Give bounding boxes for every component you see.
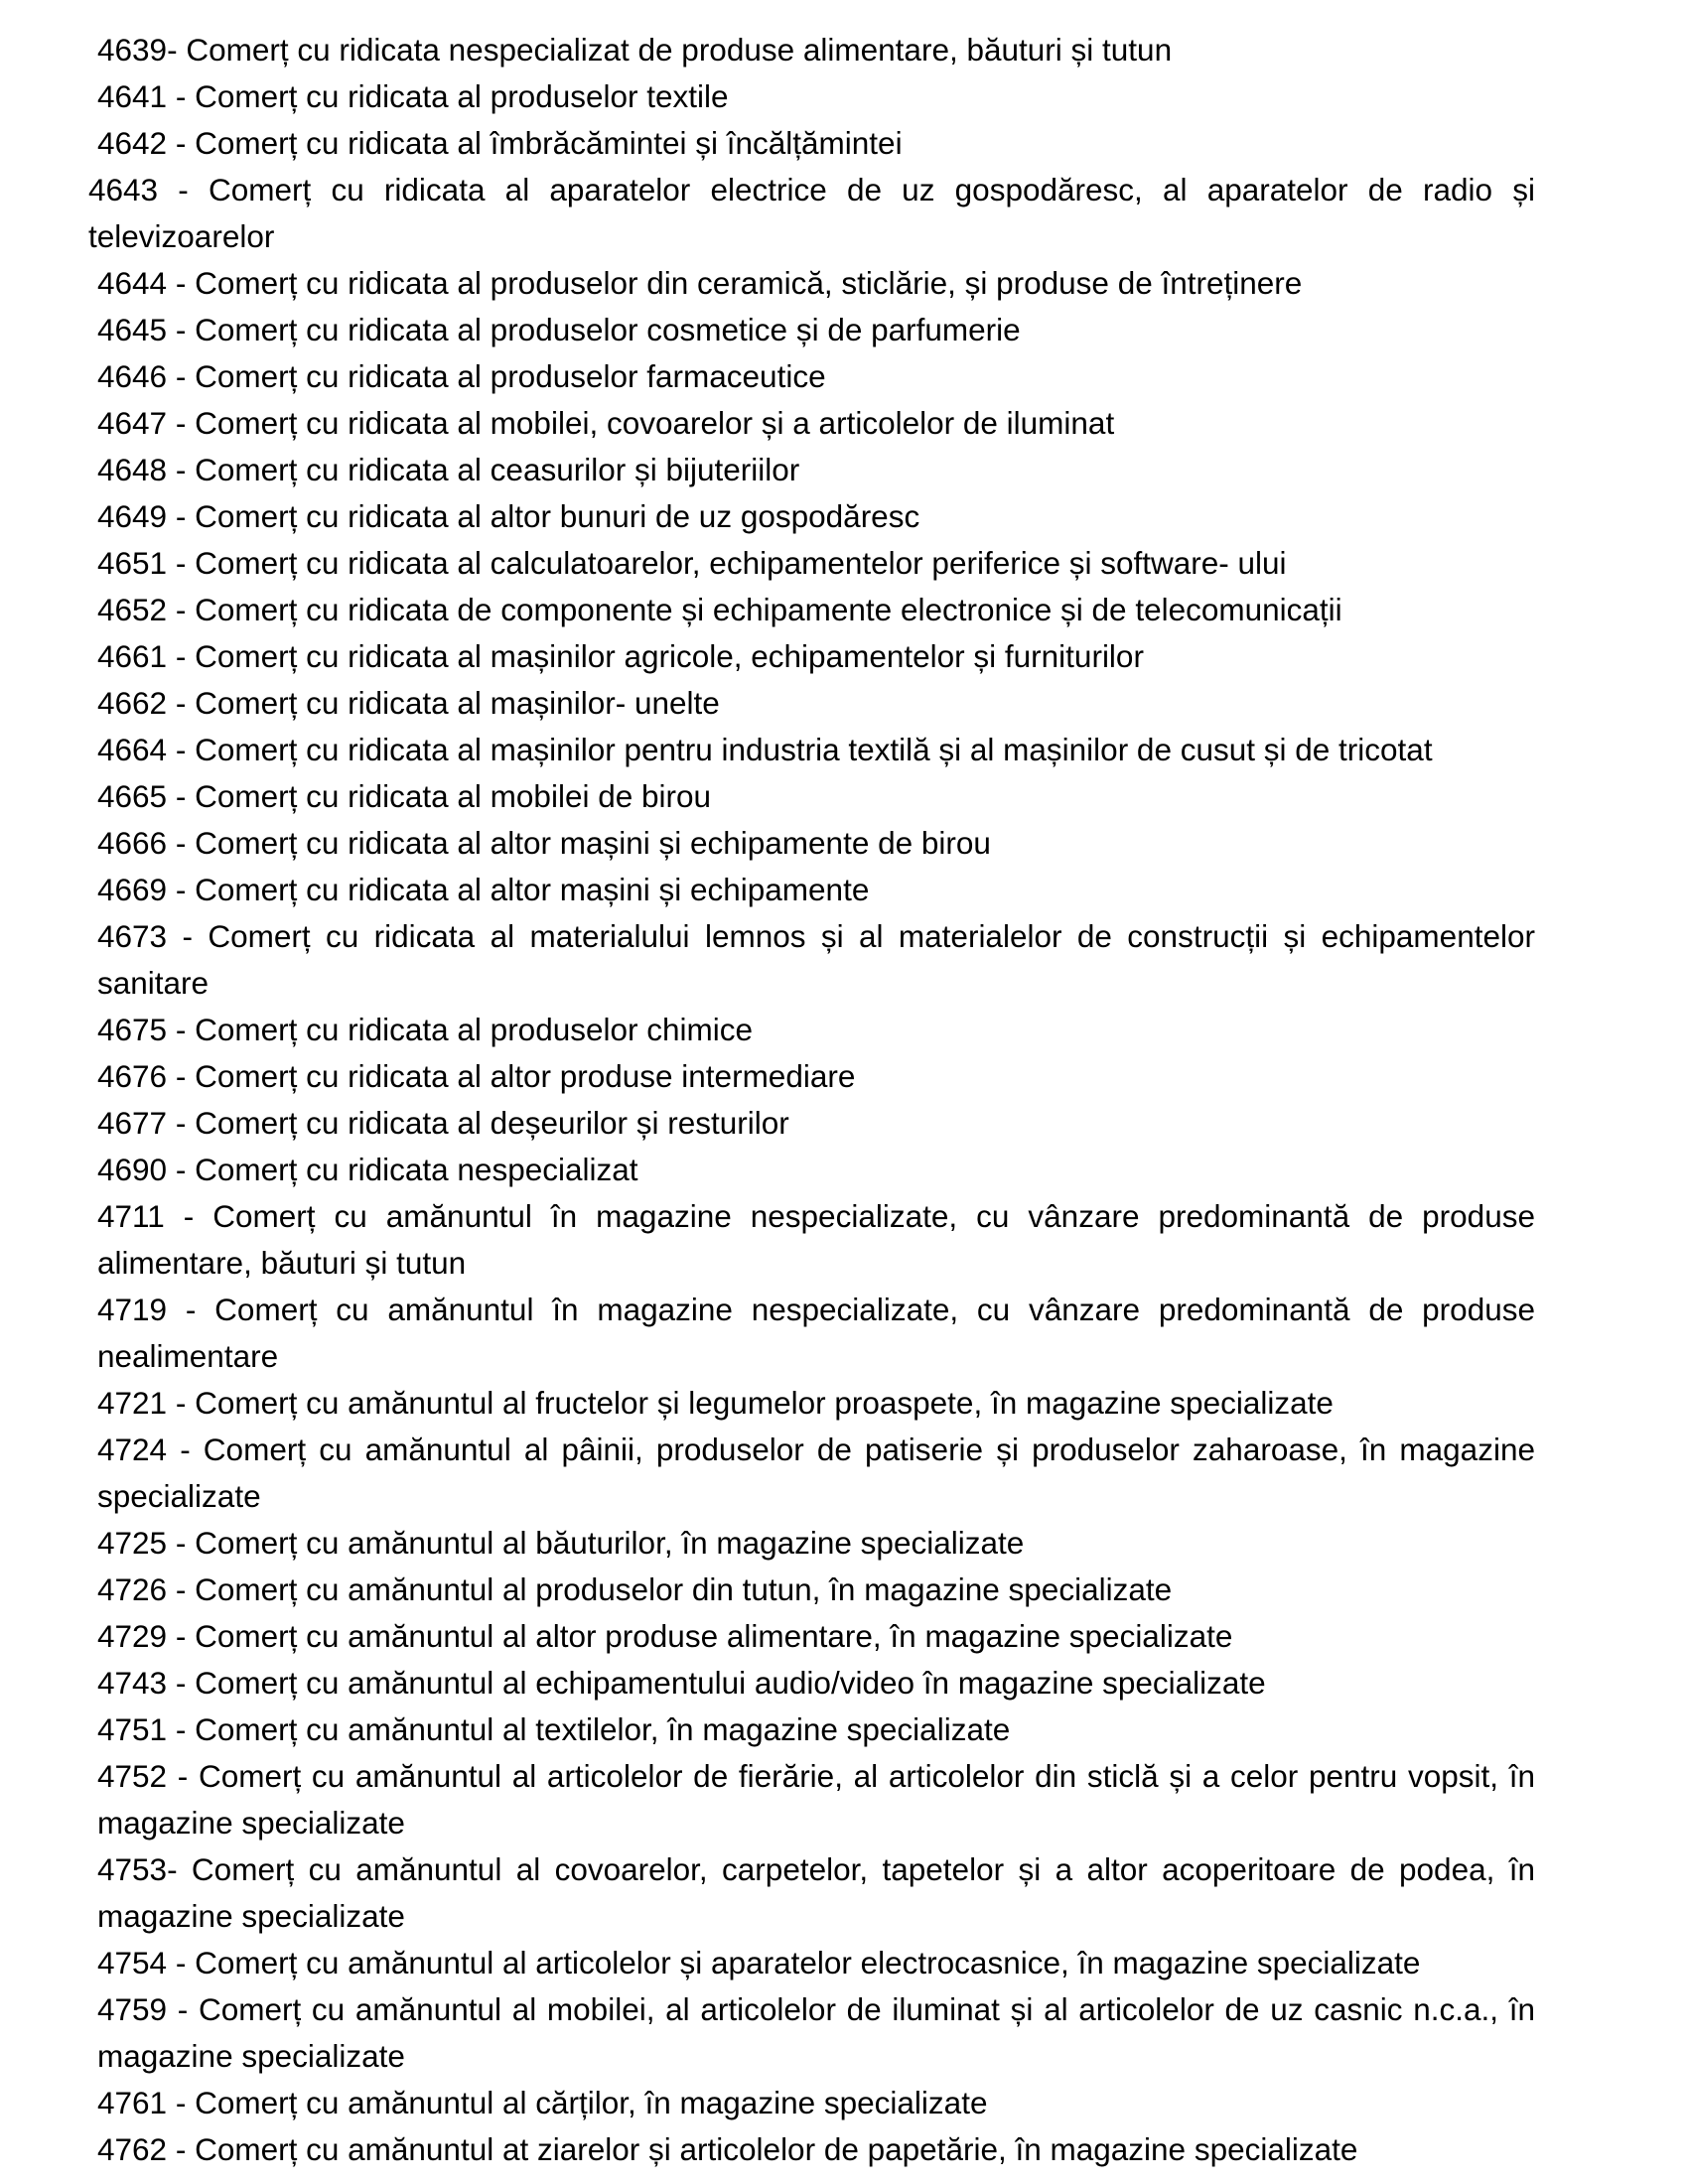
list-item: 4649 - Comerț cu ridicata al altor bunuri de uz gospodăresc [97, 498, 920, 534]
list-item: 4673 - Comerț cu ridicata al materialului lemnos și al materialelor de construcții și echipamentelor sanitare [97, 918, 1535, 1001]
list-item: 4751 - Comerț cu amănuntul al textilelor, în magazine specializate [97, 1711, 1011, 1747]
list-item: 4761 - Comerț cu amănuntul al cărților, în magazine specializate [97, 2085, 988, 2120]
list-item: 4743 - Comerț cu amănuntul al echipamentului audio/video în magazine specializate [97, 1665, 1266, 1701]
list-item: 4641 - Comerț cu ridicata al produselor textile [97, 78, 729, 114]
list-item: 4646 - Comerț cu ridicata al produselor farmaceutice [97, 358, 826, 394]
list-item: 4664 - Comerț cu ridicata al mașinilor pentru industria textilă și al mașinilor de cusut și de tricotat [97, 732, 1433, 767]
list-item: 4677 - Comerț cu ridicata al deșeurilor și resturilor [97, 1105, 789, 1141]
list-item: 4725 - Comerț cu amănuntul al băuturilor, în magazine specializate [97, 1525, 1025, 1561]
list-item: 4644 - Comerț cu ridicata al produselor din ceramică, sticlărie, și produse de întreținere [97, 265, 1303, 301]
list-item: 4662 - Comerț cu ridicata al mașinilor- unelte [97, 685, 720, 721]
activity-code-list [88, 27, 1535, 2173]
list-item: 4639- Comerț cu ridicata nespecializat de produse alimentare, băuturi și tutun [97, 32, 1173, 68]
list-item: 4690 - Comerț cu ridicata nespecializat [97, 1152, 638, 1187]
list-item: 4645 - Comerț cu ridicata al produselor cosmetice și de parfumerie [97, 312, 1021, 347]
list-item: 4726 - Comerț cu amănuntul al produselor din tutun, în magazine specializate [97, 1571, 1173, 1607]
list-item: 4651 - Comerț cu ridicata al calculatoarelor, echipamentelor periferice și software- ului [97, 545, 1287, 581]
list-item: 4666 - Comerț cu ridicata al altor mașini și echipamente de birou [97, 825, 991, 861]
list-item: 4648 - Comerț cu ridicata al ceasurilor și bijuteriilor [97, 452, 800, 487]
list-item: 4753- Comerț cu amănuntul al covoarelor, carpetelor, tapetelor și a altor acoperitoare de podea, în magazine specializate [97, 1851, 1535, 1934]
list-item: 4676 - Comerț cu ridicata al altor produse intermediare [97, 1058, 856, 1094]
list-item: 4724 - Comerț cu amănuntul al pâinii, produselor de patiserie și produselor zaharoase, în magazine specializate [97, 1432, 1535, 1514]
list-item: 4729 - Comerț cu amănuntul al altor produse alimentare, în magazine specializate [97, 1618, 1233, 1654]
list-item: 4759 - Comerț cu amănuntul al mobilei, al articolelor de iluminat și al articolelor de uz casnic n.c.a., în magazine specializate [97, 1991, 1535, 2074]
list-item: 4752 - Comerț cu amănuntul al articolelor de fierărie, al articolelor din sticlă și a celor pentru vopsit, în magazine specializate [97, 1758, 1535, 1841]
list-item: 4642 - Comerț cu ridicata al îmbrăcămintei și încălțămintei [97, 125, 903, 161]
list-item: 4719 - Comerț cu amănuntul în magazine nespecializate, cu vânzare predominantă de produse nealimentare [97, 1292, 1535, 1374]
list-item: 4669 - Comerț cu ridicata al altor mașini și echipamente [97, 872, 870, 907]
list-item: 4643 - Comerț cu ridicata al aparatelor electrice de uz gospodăresc, al aparatelor de radio și televizoarelor [88, 172, 1535, 254]
list-item: 4665 - Comerț cu ridicata al mobilei de birou [97, 778, 712, 814]
list-item: 4721 - Comerț cu amănuntul al fructelor și legumelor proaspete, în magazine specializate [97, 1385, 1334, 1421]
list-item: 4652 - Comerț cu ridicata de componente și echipamente electronice și de telecomunicații [97, 592, 1342, 627]
list-item: 4647 - Comerț cu ridicata al mobilei, covoarelor și a articolelor de iluminat [97, 405, 1115, 441]
list-item: 4754 - Comerț cu amănuntul al articolelor și aparatelor electrocasnice, în magazine specializate [97, 1945, 1421, 1980]
list-item: 4675 - Comerț cu ridicata al produselor chimice [97, 1012, 754, 1047]
list-item: 4661 - Comerț cu ridicata al mașinilor agricole, echipamentelor și furniturilor [97, 638, 1144, 674]
list-item: 4762 - Comerț cu amănuntul at ziarelor și articolelor de papetărie, în magazine specializate [97, 2131, 1358, 2167]
list-item: 4711 - Comerț cu amănuntul în magazine nespecializate, cu vânzare predominantă de produse alimentare, băuturi și tutun [97, 1198, 1535, 1281]
